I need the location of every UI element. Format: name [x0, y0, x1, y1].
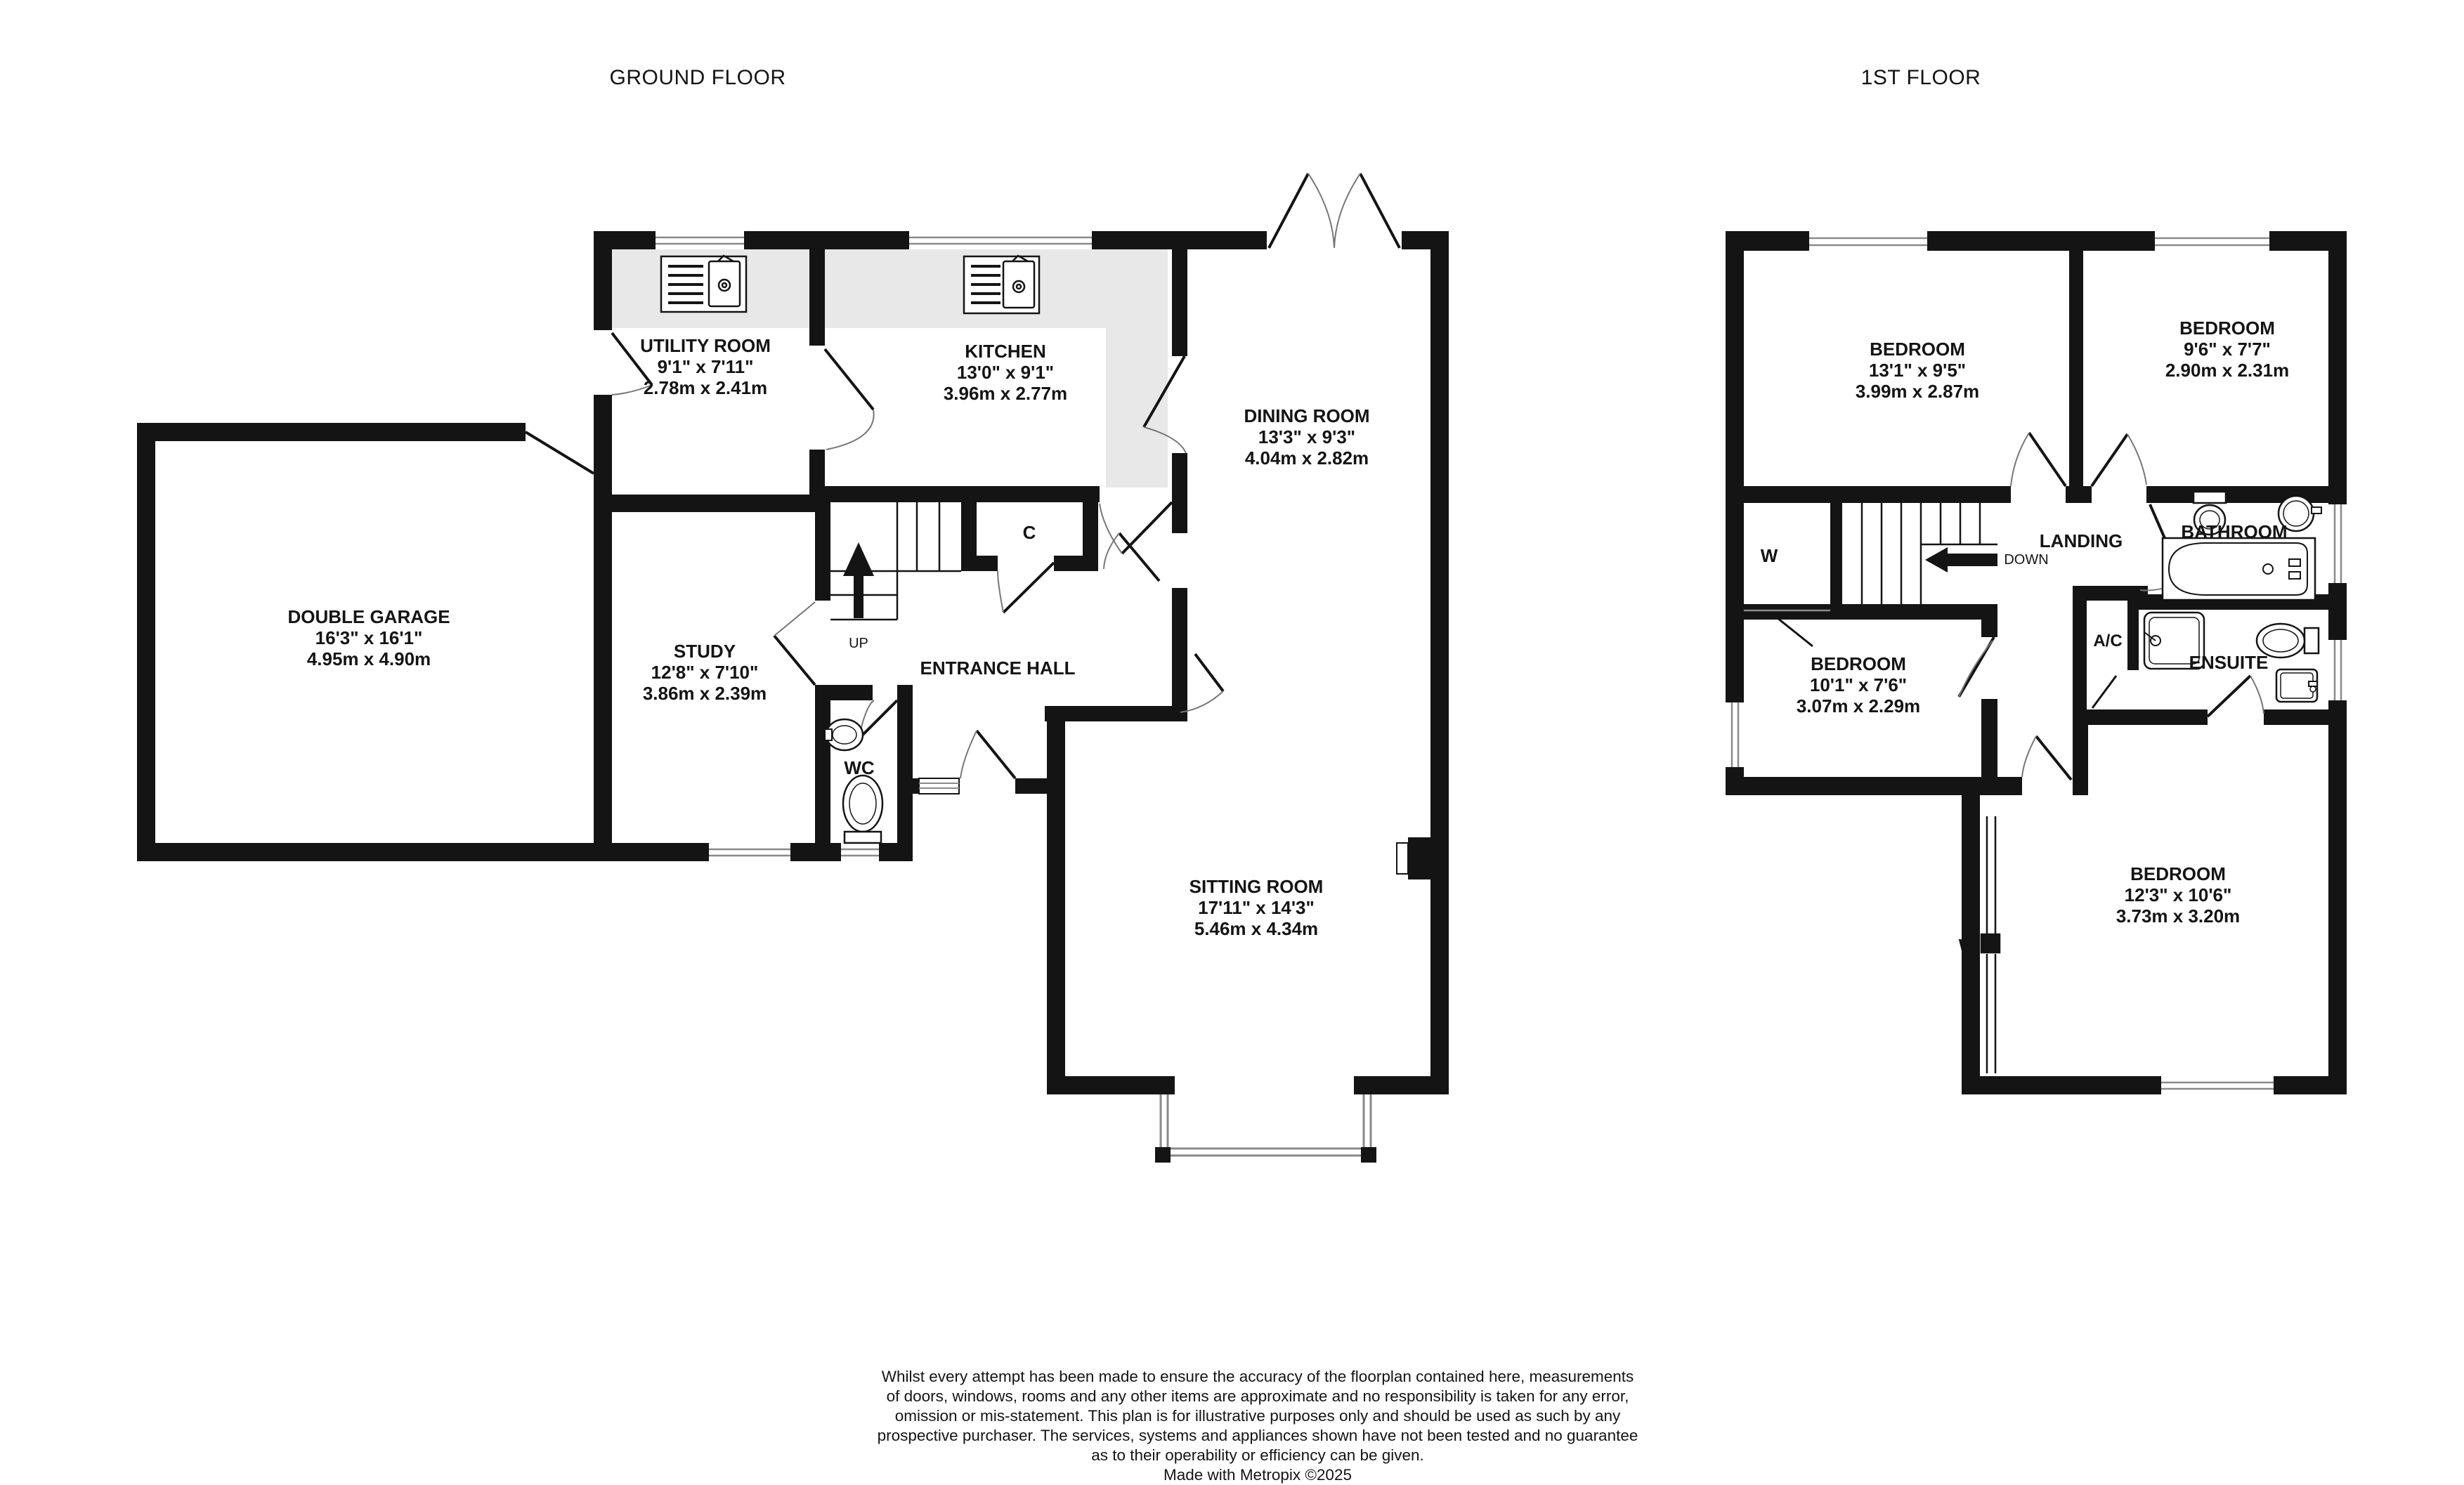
disclaimer-line: omission or mis-statement. This plan is for illustrative purposes only and should be used as such by any [894, 1407, 1621, 1425]
metropix-credit: Made with Metropix ©2025 [1163, 1466, 1352, 1484]
room-dims-imperial: 12'8" x 7'10" [651, 662, 759, 683]
stairs-up-label: UP [849, 636, 868, 651]
room-dims-metric: 3.96m x 2.77m [943, 383, 1068, 404]
stairs-down-label: DOWN [2004, 552, 2049, 568]
room-label-utility [640, 335, 771, 398]
disclaimer-line: Whilst every attempt has been made to ensure the accuracy of the floorplan contained here, measurements [881, 1368, 1634, 1385]
wardrobe-sliding-doors [1981, 816, 2000, 1073]
room-dims-imperial: 10'1" x 7'6" [1809, 674, 1908, 695]
patio-doors [1267, 174, 1402, 249]
room-name: WC [844, 757, 875, 778]
room-label-wardrobe-bottom [1959, 935, 1976, 956]
door-ensuite [2208, 676, 2264, 717]
room-dims-imperial: 16'3" x 16'1" [315, 627, 423, 648]
room-dims-metric: 2.90m x 2.31m [2165, 360, 2290, 381]
disclaimer-text [808, 1367, 1707, 1485]
room-dims-metric: 3.86m x 2.39m [642, 683, 767, 704]
fireplace [1397, 837, 1433, 879]
door-study [774, 602, 815, 685]
room-name: BEDROOM [1870, 339, 1965, 360]
disclaimer-line: of doors, windows, rooms and any other items are approximate and no responsibility is taken for any error, [886, 1387, 1629, 1405]
room-label-dining [1244, 405, 1369, 469]
bath-icon [2163, 538, 2315, 600]
door-bedroom3 [1959, 637, 1994, 697]
door-bedroom1 [2011, 433, 2066, 486]
door-cupboard-c [998, 563, 1054, 613]
room-name: STUDY [673, 641, 736, 662]
room-dims-imperial: 12'3" x 10'6" [2124, 884, 2232, 905]
room-dims-imperial: 13'0" x 9'1" [956, 362, 1055, 383]
room-dims-metric: 3.07m x 2.29m [1796, 695, 1921, 717]
room-label-sitting [1189, 876, 1324, 939]
room-label-bedroom2 [2165, 318, 2289, 381]
room-label-wardrobe-top [1761, 545, 1778, 566]
door-hall-dining [1104, 533, 1159, 581]
room-name: BEDROOM [1811, 653, 1906, 674]
room-dims-imperial: 9'6" x 7'7" [2184, 339, 2271, 360]
room-name: A/C [2093, 632, 2123, 650]
up-arrow-icon [843, 542, 874, 618]
room-name: BATHROOM [2181, 521, 2288, 542]
kitchen-sink-icon [964, 256, 1039, 313]
utility-sink-icon [661, 256, 746, 312]
garage-door-line [526, 432, 594, 473]
room-name: BEDROOM [2130, 863, 2226, 884]
bay-window [1155, 1094, 1376, 1163]
door-front [960, 731, 1015, 778]
ensuite-sink-icon [2276, 669, 2317, 702]
room-name: W [1958, 935, 1976, 956]
room-name: DOUBLE GARAGE [287, 606, 450, 627]
door-airing-cupboard [2092, 676, 2116, 708]
room-name: BEDROOM [2179, 318, 2275, 339]
disclaimer-line: prospective purchaser. The services, systems and appliances shown have not been tested and no guarantee [877, 1427, 1638, 1444]
room-dims-metric: 2.78m x 2.41m [643, 377, 768, 398]
door-utility-kitchen [825, 349, 874, 450]
room-dims-metric: 4.04m x 2.82m [1244, 447, 1369, 469]
room-name: C [1022, 522, 1036, 543]
room-label-entrance-hall [920, 658, 1076, 679]
room-label-ensuite [2189, 652, 2269, 673]
room-dims-imperial: 13'3" x 9'3" [1258, 426, 1356, 447]
down-arrow-icon [1925, 547, 1997, 573]
door-bedroom2 [2092, 434, 2146, 486]
room-name: ENSUITE [2189, 652, 2269, 673]
room-name: W [1760, 545, 1778, 566]
door-wc [859, 700, 897, 739]
room-label-kitchen [944, 341, 1067, 404]
room-label-bedroom3 [1797, 653, 1920, 717]
door-bedroom4 [2022, 736, 2071, 780]
room-dims-imperial: 17'11" x 14'3" [1198, 897, 1315, 918]
room-label-garage [287, 606, 450, 669]
room-name: SITTING ROOM [1189, 876, 1324, 897]
room-label-study [643, 641, 767, 704]
room-dims-metric: 3.99m x 2.87m [1855, 381, 1980, 402]
room-name: ENTRANCE HALL [920, 658, 1076, 679]
room-dims-metric: 5.46m x 4.34m [1194, 918, 1319, 939]
room-name: KITCHEN [965, 341, 1046, 362]
room-name: DINING ROOM [1244, 405, 1370, 426]
disclaimer-line: as to their operability or efficiency can be given. [1091, 1446, 1424, 1464]
room-label-bedroom4 [2116, 863, 2240, 927]
room-label-landing [2040, 530, 2123, 551]
room-name: LANDING [2039, 530, 2123, 551]
room-label-bedroom1 [1856, 339, 1979, 402]
room-dims-metric: 3.73m x 3.20m [2116, 905, 2241, 927]
room-label-bathroom [2181, 521, 2287, 542]
room-dims-imperial: 13'1" x 9'5" [1868, 360, 1967, 381]
room-label-airing-cupboard [2093, 631, 2122, 652]
room-label-cupboard-c [1023, 522, 1036, 543]
ground-floor-title: GROUND FLOOR [609, 66, 786, 89]
first-floor-title: 1ST FLOOR [1860, 66, 1981, 89]
room-name: UTILITY ROOM [640, 335, 771, 356]
room-label-wc [844, 757, 874, 778]
room-dims-imperial: 9'1" x 7'11" [657, 356, 754, 377]
wc-sink-icon [825, 719, 863, 750]
wc-toilet-icon [843, 776, 882, 843]
room-dims-metric: 4.95m x 4.90m [306, 648, 431, 669]
